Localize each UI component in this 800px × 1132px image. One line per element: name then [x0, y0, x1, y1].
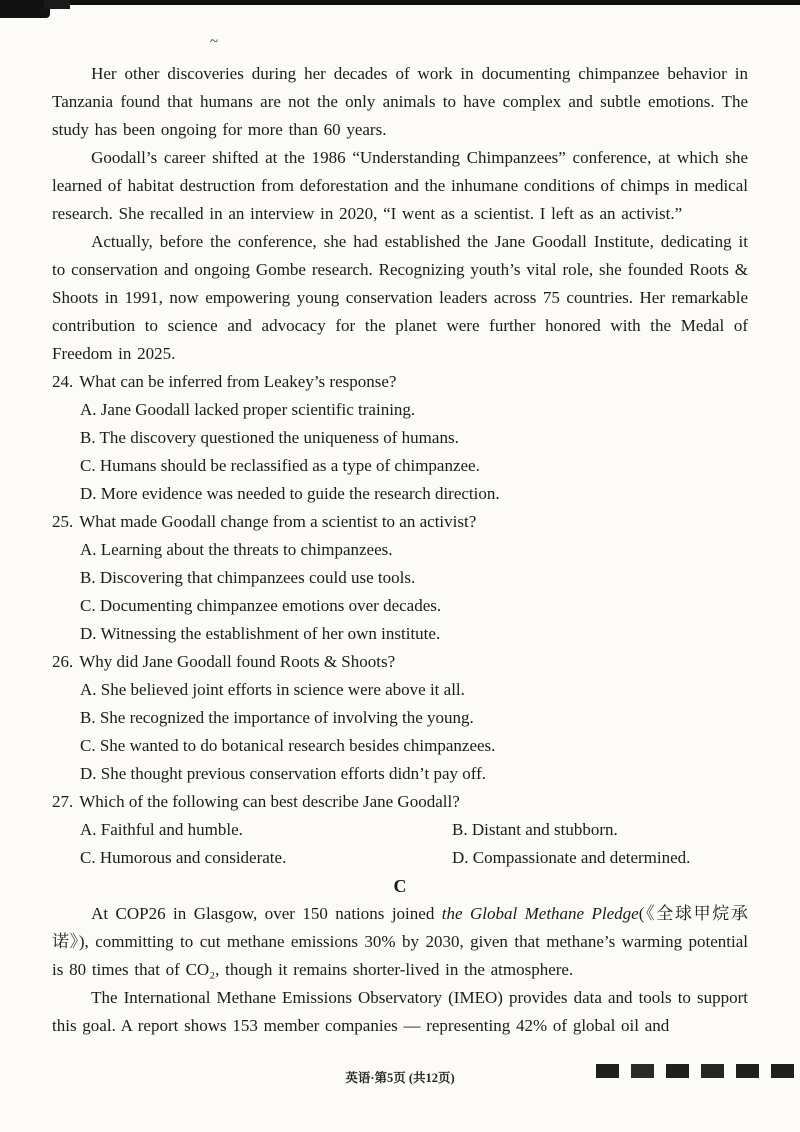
question-option: D. Witnessing the establishment of her own institute. — [80, 624, 441, 643]
question-option: D. Compassionate and determined. — [452, 848, 691, 867]
section-c-paragraph-2: The International Methane Emissions Observatory (IMEO) provides data and tools to support this goal. A report shows 153 member companies — representing 42% of global oil and — [52, 988, 748, 1035]
scan-corner-mark — [0, 0, 50, 18]
question-text: What can be inferred from Leakey’s response? — [79, 372, 397, 391]
footer-page-number: 英语·第5页 (共12页) — [345, 1071, 455, 1085]
section-c-paragraph-1 — [52, 900, 748, 984]
question-text: Why did Jane Goodall found Roots & Shoots? — [79, 652, 396, 671]
passage-paragraph-3: Actually, before the conference, she had established the Jane Goodall Institute, dedicating it to conservation and ongoing Gombe research. Recognizing youth’s vital role, she founded Roots & Shoots in 1991, now empowering young conservation leaders across 75 countries. Her remarkable contribution to science and advocacy for the planet were further honored with the Medal of Freedom in 2025. — [52, 232, 748, 363]
registration-square — [736, 1064, 759, 1078]
question-option: A. Learning about the threats to chimpanzees. — [80, 540, 393, 559]
question-number: 27. — [52, 792, 74, 811]
question-option: B. She recognized the importance of involving the young. — [80, 708, 474, 727]
question-26 — [52, 648, 748, 788]
question-option: A. She believed joint efforts in science were above it all. — [80, 680, 465, 699]
question-option: B. The discovery questioned the uniqueness of humans. — [80, 428, 459, 447]
question-text: What made Goodall change from a scientist to an activist? — [79, 512, 477, 531]
paragraph-text: At COP26 in Glasgow, over 150 nations joined — [91, 904, 442, 923]
question-stem — [52, 648, 748, 676]
question-options-row — [52, 816, 748, 844]
registration-square — [771, 1064, 794, 1078]
question-text: Which of the following can best describe Jane Goodall? — [79, 792, 460, 811]
question-option: A. Jane Goodall lacked proper scientific training. — [80, 400, 416, 419]
question-number: 26. — [52, 652, 74, 671]
question-option: D. More evidence was needed to guide the research direction. — [80, 484, 500, 503]
question-options-row — [52, 844, 748, 872]
question-option: C. Documenting chimpanzee emotions over decades. — [80, 596, 442, 615]
question-stem — [52, 788, 748, 816]
question-number: 25. — [52, 512, 74, 531]
registration-marks — [596, 1064, 794, 1078]
scan-corner-mark-2 — [44, 0, 70, 9]
question-option: C. She wanted to do botanical research besides chimpanzees. — [80, 736, 496, 755]
registration-square — [666, 1064, 689, 1078]
page-content — [52, 60, 748, 1040]
question-number: 24. — [52, 372, 74, 391]
question-option: A. Faithful and humble. — [80, 820, 243, 839]
question-27 — [52, 788, 748, 872]
question-option: B. Distant and stubborn. — [452, 820, 618, 839]
question-option: D. She thought previous conservation efforts didn’t pay off. — [80, 764, 487, 783]
question-stem — [52, 508, 748, 536]
scan-artifact-tilde: ~ — [210, 34, 219, 50]
question-option: B. Discovering that chimpanzees could use tools. — [80, 568, 416, 587]
question-25 — [52, 508, 748, 648]
registration-square — [631, 1064, 654, 1078]
pledge-title-italic: the Global Methane Pledge — [441, 904, 639, 923]
passage-paragraph-2: Goodall’s career shifted at the 1986 “Understanding Chimpanzees” conference, at which she learned of habitat destruction from deforestation and the inhumane conditions of chimps in medical research. She recalled in an interview in 2020, “I went as a scientist. I left as an activist.” — [52, 148, 748, 223]
scan-top-edge — [0, 0, 800, 5]
question-stem — [52, 368, 748, 396]
registration-square — [596, 1064, 619, 1078]
question-option: C. Humans should be reclassified as a type of chimpanzee. — [80, 456, 480, 475]
question-24 — [52, 368, 748, 508]
paragraph-text: (《全球甲烷承诺》), committing to cut methane emissions 30% by 2030, given that methane’s warming potential is 80 times that of CO₂, though it remains shorter-lived in the atmosphere. — [52, 904, 748, 979]
section-heading-c: C — [393, 876, 407, 896]
question-option: C. Humorous and considerate. — [80, 848, 287, 867]
registration-square — [701, 1064, 724, 1078]
passage-paragraph-1: Her other discoveries during her decades of work in documenting chimpanzee behavior in Tanzania found that humans are not the only animals to have complex and subtle emotions. The study has been ongoing for more than 60 years. — [52, 64, 748, 139]
